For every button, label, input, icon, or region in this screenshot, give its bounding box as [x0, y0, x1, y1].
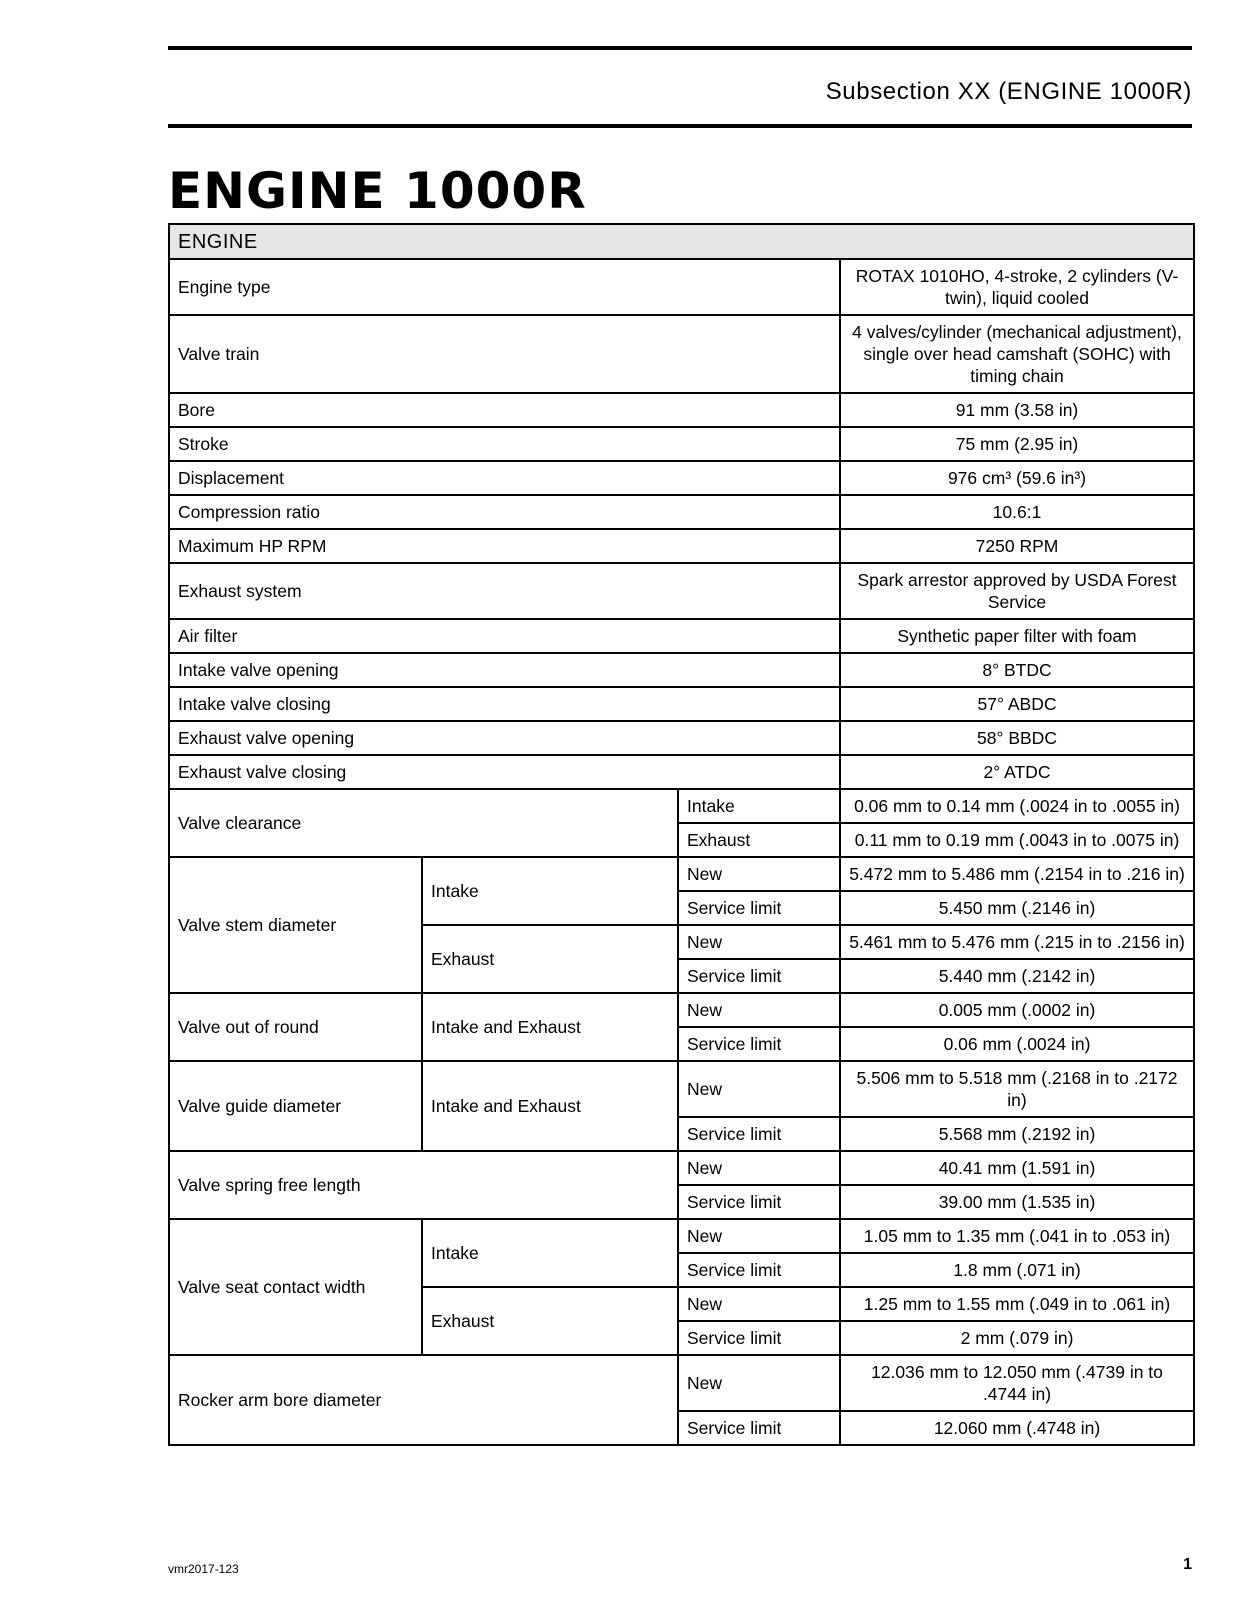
row-value: 4 valves/cylinder (mechanical adjustment), single over head camshaft (SOHC) with timing chain	[840, 315, 1194, 393]
valve-stem-diameter-label: Valve stem diameter	[169, 857, 422, 993]
new-label: New	[678, 1287, 840, 1321]
row-value: 58° BBDC	[840, 721, 1194, 755]
intake-and-exhaust-label: Intake and Exhaust	[422, 993, 678, 1061]
doc-code: vmr2017-123	[168, 1562, 239, 1576]
rocker-arm-bore-diameter-label: Rocker arm bore diameter	[169, 1355, 678, 1445]
table-row	[169, 993, 1194, 1027]
valve-spring-new: 40.41 mm (1.591 in)	[840, 1151, 1194, 1185]
service-limit-label: Service limit	[678, 1027, 840, 1061]
row-value: 91 mm (3.58 in)	[840, 393, 1194, 427]
table-header-row	[169, 224, 1194, 259]
table-row	[169, 393, 1194, 427]
row-label: Maximum HP RPM	[169, 529, 840, 563]
valve-guide-diameter-label: Valve guide diameter	[169, 1061, 422, 1151]
row-label: Stroke	[169, 427, 840, 461]
row-value: ROTAX 1010HO, 4-stroke, 2 cylinders (V-twin), liquid cooled	[840, 259, 1194, 315]
row-label: Intake valve closing	[169, 687, 840, 721]
table-row	[169, 687, 1194, 721]
intake-label: Intake	[422, 857, 678, 925]
row-label: Exhaust valve closing	[169, 755, 840, 789]
section-label: ENGINE	[169, 224, 1194, 259]
table-row	[169, 563, 1194, 619]
valve-seat-intake-service: 1.8 mm (.071 in)	[840, 1253, 1194, 1287]
exhaust-label: Exhaust	[422, 925, 678, 993]
row-label: Engine type	[169, 259, 840, 315]
valve-spring-service: 39.00 mm (1.535 in)	[840, 1185, 1194, 1219]
valve-out-of-round-label: Valve out of round	[169, 993, 422, 1061]
service-limit-label: Service limit	[678, 1253, 840, 1287]
intake-label: Intake	[422, 1219, 678, 1287]
valve-clearance-label: Valve clearance	[169, 789, 678, 857]
valve-seat-contact-width-label: Valve seat contact width	[169, 1219, 422, 1355]
row-value: 976 cm³ (59.6 in³)	[840, 461, 1194, 495]
service-limit-label: Service limit	[678, 1411, 840, 1445]
row-value: Synthetic paper filter with foam	[840, 619, 1194, 653]
table-row	[169, 315, 1194, 393]
intake-and-exhaust-label: Intake and Exhaust	[422, 1061, 678, 1151]
service-limit-label: Service limit	[678, 1117, 840, 1151]
new-label: New	[678, 1219, 840, 1253]
row-value: 2° ATDC	[840, 755, 1194, 789]
valve-stem-intake-new: 5.472 mm to 5.486 mm (.2154 in to .216 in)	[840, 857, 1194, 891]
service-limit-label: Service limit	[678, 1185, 840, 1219]
row-value: 57° ABDC	[840, 687, 1194, 721]
valve-stem-intake-service: 5.450 mm (.2146 in)	[840, 891, 1194, 925]
row-label: Displacement	[169, 461, 840, 495]
intake-label: Intake	[678, 789, 840, 823]
table-row	[169, 721, 1194, 755]
table-row	[169, 789, 1194, 823]
engine-spec-table	[168, 223, 1195, 1446]
new-label: New	[678, 1061, 840, 1117]
table-row	[169, 495, 1194, 529]
row-label: Bore	[169, 393, 840, 427]
row-label: Compression ratio	[169, 495, 840, 529]
valve-out-of-round-service: 0.06 mm (.0024 in)	[840, 1027, 1194, 1061]
table-row	[169, 529, 1194, 563]
page-title: ENGINE 1000R	[168, 162, 587, 220]
row-value: Spark arrestor approved by USDA Forest Service	[840, 563, 1194, 619]
new-label: New	[678, 857, 840, 891]
table-row	[169, 259, 1194, 315]
valve-seat-exhaust-new: 1.25 mm to 1.55 mm (.049 in to .061 in)	[840, 1287, 1194, 1321]
valve-seat-intake-new: 1.05 mm to 1.35 mm (.041 in to .053 in)	[840, 1219, 1194, 1253]
valve-clearance-exhaust-value: 0.11 mm to 0.19 mm (.0043 in to .0075 in)	[840, 823, 1194, 857]
service-limit-label: Service limit	[678, 891, 840, 925]
new-label: New	[678, 1355, 840, 1411]
valve-guide-new: 5.506 mm to 5.518 mm (.2168 in to .2172 in)	[840, 1061, 1194, 1117]
row-value: 7250 RPM	[840, 529, 1194, 563]
valve-seat-exhaust-service: 2 mm (.079 in)	[840, 1321, 1194, 1355]
row-label: Valve train	[169, 315, 840, 393]
table-row	[169, 1061, 1194, 1117]
table-row	[169, 427, 1194, 461]
service-limit-label: Service limit	[678, 1321, 840, 1355]
rocker-arm-new: 12.036 mm to 12.050 mm (.4739 in to .4744 in)	[840, 1355, 1194, 1411]
new-label: New	[678, 993, 840, 1027]
new-label: New	[678, 925, 840, 959]
row-label: Intake valve opening	[169, 653, 840, 687]
page-number: 1	[1183, 1556, 1192, 1573]
exhaust-label: Exhaust	[422, 1287, 678, 1355]
row-label: Air filter	[169, 619, 840, 653]
row-label: Exhaust system	[169, 563, 840, 619]
row-label: Exhaust valve opening	[169, 721, 840, 755]
valve-stem-exhaust-service: 5.440 mm (.2142 in)	[840, 959, 1194, 993]
table-row	[169, 755, 1194, 789]
table-row	[169, 653, 1194, 687]
row-value: 75 mm (2.95 in)	[840, 427, 1194, 461]
table-row	[169, 1151, 1194, 1185]
row-value: 10.6:1	[840, 495, 1194, 529]
table-row	[169, 461, 1194, 495]
header-top-rule	[168, 46, 1192, 50]
valve-out-of-round-new: 0.005 mm (.0002 in)	[840, 993, 1194, 1027]
row-value: 8° BTDC	[840, 653, 1194, 687]
new-label: New	[678, 1151, 840, 1185]
exhaust-label: Exhaust	[678, 823, 840, 857]
rocker-arm-service: 12.060 mm (.4748 in)	[840, 1411, 1194, 1445]
valve-guide-service: 5.568 mm (.2192 in)	[840, 1117, 1194, 1151]
table-row	[169, 619, 1194, 653]
valve-stem-exhaust-new: 5.461 mm to 5.476 mm (.215 in to .2156 in)	[840, 925, 1194, 959]
header-bottom-rule	[168, 124, 1192, 128]
valve-clearance-intake-value: 0.06 mm to 0.14 mm (.0024 in to .0055 in)	[840, 789, 1194, 823]
service-limit-label: Service limit	[678, 959, 840, 993]
subsection-header: Subsection XX (ENGINE 1000R)	[825, 78, 1192, 105]
table-row	[169, 1355, 1194, 1411]
table-row	[169, 1219, 1194, 1253]
valve-spring-free-length-label: Valve spring free length	[169, 1151, 678, 1219]
table-row	[169, 857, 1194, 891]
